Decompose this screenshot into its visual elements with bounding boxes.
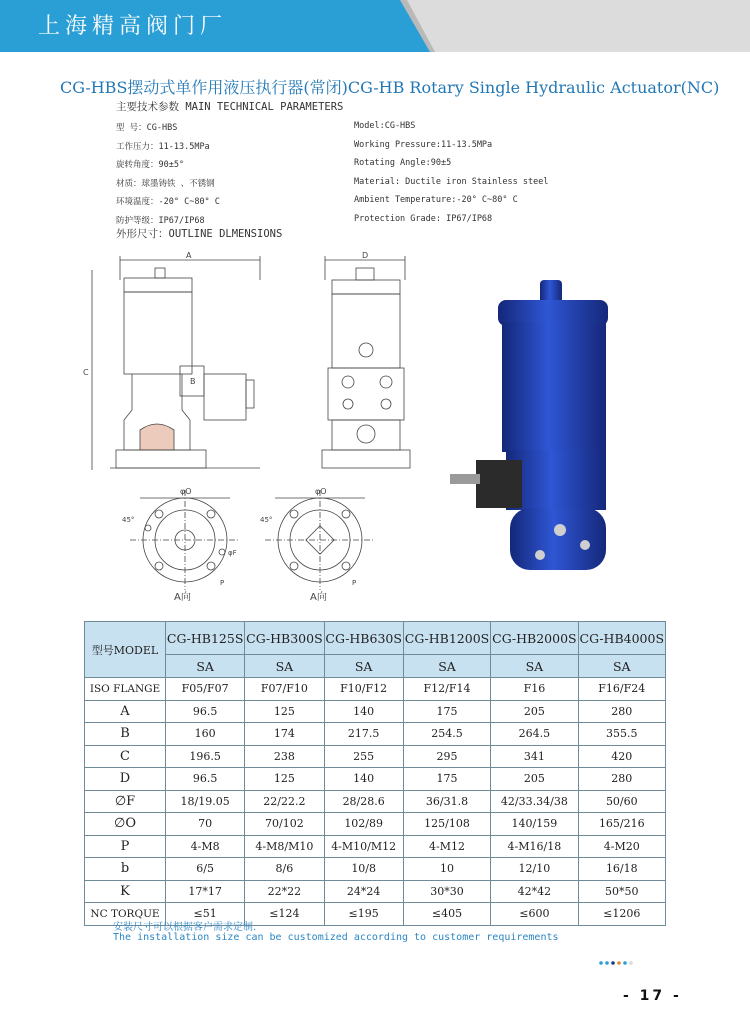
model-cell: CG-HB630S xyxy=(324,622,403,655)
header-banner xyxy=(0,0,750,52)
table-row xyxy=(85,700,666,723)
param-en: Ambient Temperature:-20° C~80° C xyxy=(354,195,518,206)
side-view-drawing xyxy=(83,251,260,470)
cell: 280 xyxy=(578,700,665,723)
row-label: C xyxy=(85,745,166,768)
table-row xyxy=(85,858,666,881)
cell: F16 xyxy=(491,678,578,701)
param-cn: 环境温度：-20° C~80° C xyxy=(116,197,220,208)
cell: 165/216 xyxy=(578,813,665,836)
type-cell: SA xyxy=(491,655,578,678)
params-heading: 主要技术参数 MAIN TECHNICAL PARAMETERS xyxy=(116,101,344,113)
param-en: Protection Grade: IP67/IP68 xyxy=(354,213,493,224)
view-a-label-right: A向 xyxy=(310,592,327,603)
cell: 255 xyxy=(324,745,403,768)
cell: 125 xyxy=(245,768,324,791)
p-label-right: P xyxy=(352,579,357,587)
params-list xyxy=(116,121,676,233)
cell: F07/F10 xyxy=(245,678,324,701)
outline-heading: 外形尺寸：OUTLINE DLMENSIONS xyxy=(116,228,283,240)
type-cell: SA xyxy=(403,655,490,678)
cell: 217.5 xyxy=(324,723,403,746)
view-a-label-left: A向 xyxy=(174,592,191,603)
cell: 42/33.34/38 xyxy=(491,790,578,813)
row-label: ∅F xyxy=(85,790,166,813)
param-cn: 工作压力：11-13.5MPa xyxy=(116,141,210,152)
decorative-dots xyxy=(598,959,638,967)
table-row xyxy=(85,813,666,836)
cell: 174 xyxy=(245,723,324,746)
cell: 4-M12 xyxy=(403,835,490,858)
phi-o-label-left: φO xyxy=(180,487,192,496)
deg45-label-right: 45° xyxy=(260,516,273,524)
dim-c-label: C xyxy=(83,368,89,377)
param-en: Working Pressure:11-13.5MPa xyxy=(354,139,493,150)
model-label-cell: 型号MODEL xyxy=(85,622,166,678)
flange-view-right xyxy=(260,487,375,603)
table-row xyxy=(85,768,666,791)
cell: 30*30 xyxy=(403,880,490,903)
cell: 205 xyxy=(491,768,578,791)
param-cn: 旋转角度：90±5° xyxy=(116,160,185,171)
cell: 96.5 xyxy=(166,768,245,791)
cell: 264.5 xyxy=(491,723,578,746)
row-label: D xyxy=(85,768,166,791)
cell: 70 xyxy=(166,813,245,836)
param-row xyxy=(116,158,676,177)
cell: F05/F07 xyxy=(166,678,245,701)
param-en: Model:CG-HBS xyxy=(354,121,416,131)
cell: 10/8 xyxy=(324,858,403,881)
type-cell: SA xyxy=(166,655,245,678)
cell: 295 xyxy=(403,745,490,768)
deg45-label-left: 45° xyxy=(122,516,135,524)
cell: 355.5 xyxy=(578,723,665,746)
table-row xyxy=(85,678,666,701)
cell: 42*42 xyxy=(491,880,578,903)
cell: 50/60 xyxy=(578,790,665,813)
cell: 70/102 xyxy=(245,813,324,836)
cell: 175 xyxy=(403,700,490,723)
param-cn: 防护等级：IP67/IP68 xyxy=(116,215,205,226)
cell: 22/22.2 xyxy=(245,790,324,813)
cell: 125 xyxy=(245,700,324,723)
param-en: Material: Ductile iron Stainless steel xyxy=(354,176,549,187)
cell: 4-M10/M12 xyxy=(324,835,403,858)
cell: ≤600 xyxy=(491,903,578,926)
cell: 238 xyxy=(245,745,324,768)
cell: 96.5 xyxy=(166,700,245,723)
cell: 12/10 xyxy=(491,858,578,881)
cell: 140 xyxy=(324,768,403,791)
model-cell: CG-HB300S xyxy=(245,622,324,655)
row-label: ISO FLANGE xyxy=(85,678,166,701)
table-row xyxy=(85,790,666,813)
row-label: K xyxy=(85,880,166,903)
param-en: Rotating Angle:90±5 xyxy=(354,158,452,169)
technical-drawings xyxy=(70,250,430,610)
cell: 254.5 xyxy=(403,723,490,746)
cell: 4-M20 xyxy=(578,835,665,858)
param-row xyxy=(116,195,676,214)
phi-f-label: φF xyxy=(228,549,237,557)
page-number: - 17 - xyxy=(623,988,682,1004)
cell: 140/159 xyxy=(491,813,578,836)
table-row xyxy=(85,835,666,858)
type-cell: SA xyxy=(245,655,324,678)
dim-b-label: B xyxy=(190,377,196,386)
phi-o-label-right: φO xyxy=(315,487,327,496)
actuator-photo xyxy=(440,270,640,590)
front-view-drawing xyxy=(322,251,410,468)
row-label: B xyxy=(85,723,166,746)
param-row xyxy=(116,140,676,159)
type-cell: SA xyxy=(324,655,403,678)
cell: 4-M8/M10 xyxy=(245,835,324,858)
dim-d-label: D xyxy=(362,251,369,260)
param-cn: 型 号：CG-HBS xyxy=(116,123,178,133)
spec-table xyxy=(84,621,666,926)
cell: 175 xyxy=(403,768,490,791)
cell: F10/F12 xyxy=(324,678,403,701)
type-row xyxy=(85,655,666,678)
cell: 341 xyxy=(491,745,578,768)
custom-note-cn: 安装尺寸可以根据客户需求定制. xyxy=(113,922,257,933)
row-label: P xyxy=(85,835,166,858)
cell: 125/108 xyxy=(403,813,490,836)
row-label: NC TORQUE xyxy=(85,903,166,926)
cell: 36/31.8 xyxy=(403,790,490,813)
cell: 28/28.6 xyxy=(324,790,403,813)
row-label: b xyxy=(85,858,166,881)
cell: 102/89 xyxy=(324,813,403,836)
cell: 50*50 xyxy=(578,880,665,903)
company-name: 上海精高阀门厂 xyxy=(38,14,228,39)
row-label: ∅O xyxy=(85,813,166,836)
model-cell: CG-HB2000S xyxy=(491,622,578,655)
cell: 420 xyxy=(578,745,665,768)
cell: ≤195 xyxy=(324,903,403,926)
row-label: A xyxy=(85,700,166,723)
cell: 196.5 xyxy=(166,745,245,768)
cell: 10 xyxy=(403,858,490,881)
param-cn: 材质：球墨铸铁 、不锈钢 xyxy=(116,178,215,189)
cell: 160 xyxy=(166,723,245,746)
cell: F12/F14 xyxy=(403,678,490,701)
model-cell: CG-HB125S xyxy=(166,622,245,655)
cell: 16/18 xyxy=(578,858,665,881)
cell: 205 xyxy=(491,700,578,723)
cell: 17*17 xyxy=(166,880,245,903)
type-cell: SA xyxy=(578,655,665,678)
cell: ≤51 xyxy=(166,903,245,926)
table-row xyxy=(85,723,666,746)
cell: 18/19.05 xyxy=(166,790,245,813)
cell: 280 xyxy=(578,768,665,791)
cell: ≤1206 xyxy=(578,903,665,926)
cell: 4-M8 xyxy=(166,835,245,858)
custom-note-en: The installation size can be customized according to customer requirements xyxy=(113,932,559,943)
model-cell: CG-HB4000S xyxy=(578,622,665,655)
dim-a-label: A xyxy=(186,251,192,260)
table-header-row xyxy=(85,622,666,655)
cell: 4-M16/18 xyxy=(491,835,578,858)
cell: 24*24 xyxy=(324,880,403,903)
cell: 6/5 xyxy=(166,858,245,881)
cell: 8/6 xyxy=(245,858,324,881)
cell: 140 xyxy=(324,700,403,723)
table-row xyxy=(85,745,666,768)
cell: 22*22 xyxy=(245,880,324,903)
param-row xyxy=(116,177,676,196)
cell: ≤405 xyxy=(403,903,490,926)
cell: ≤124 xyxy=(245,903,324,926)
flange-view-left xyxy=(122,487,240,603)
p-label-left: P xyxy=(220,579,225,587)
cell: F16/F24 xyxy=(578,678,665,701)
page-title: CG-HBS摆动式单作用液压执行器(常闭)CG-HB Rotary Single Hydraulic Actuator(NC) xyxy=(60,78,720,97)
model-cell: CG-HB1200S xyxy=(403,622,490,655)
param-row xyxy=(116,121,676,140)
table-row xyxy=(85,880,666,903)
